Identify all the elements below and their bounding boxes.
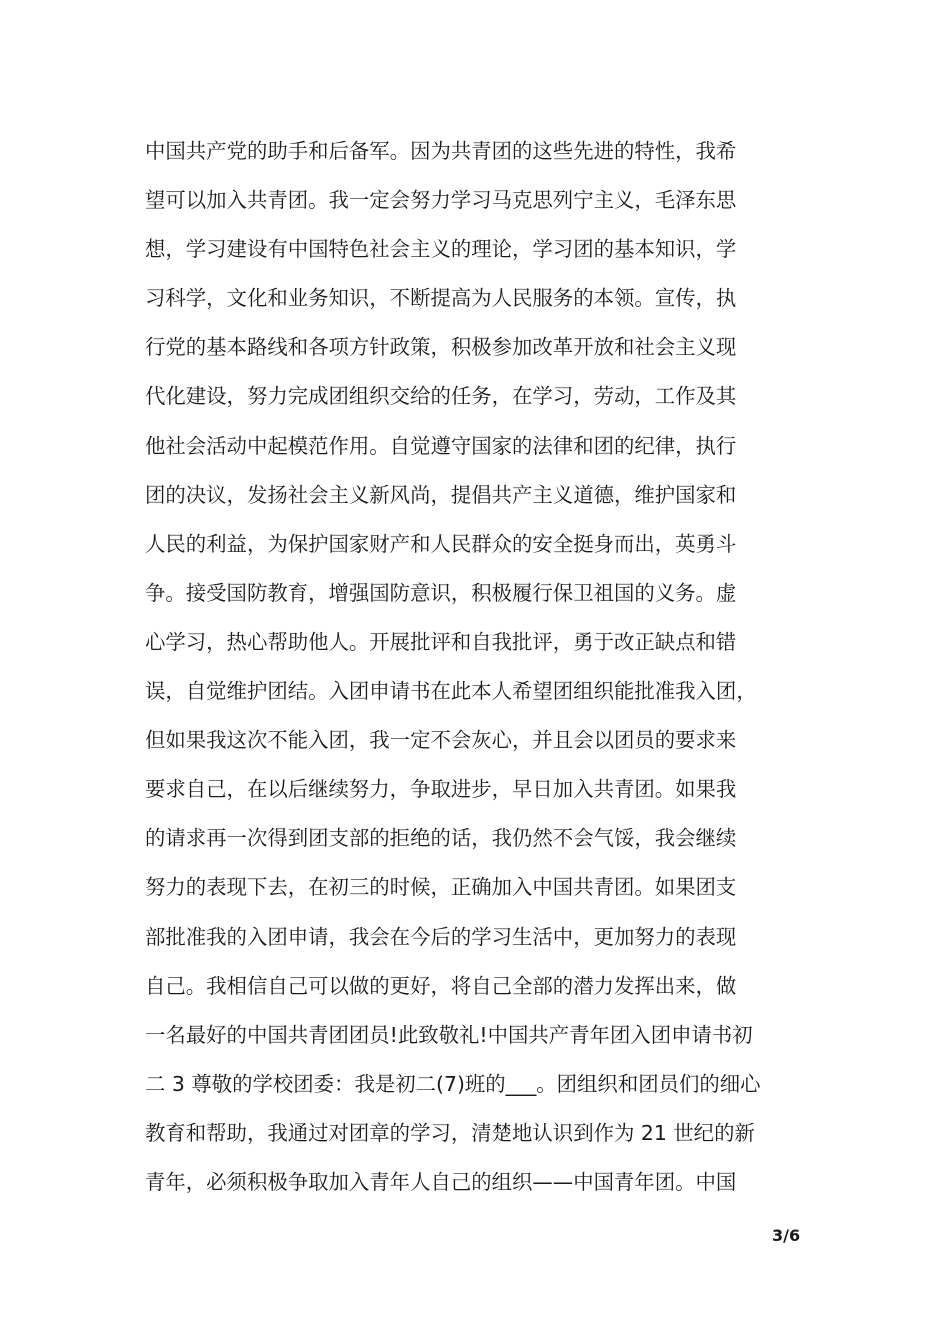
- text-line: 自己。我相信自己可以做的更好，将自己全部的潜力发挥出来，做: [145, 973, 737, 998]
- text-line: 的请求再一次得到团支部的拒绝的话，我仍然不会气馁，我会继续: [145, 826, 737, 851]
- text-line: 青年，必须积极争取加入青年人自己的组织——中国青年团。中国: [145, 1169, 737, 1194]
- text-line: 教育和帮助，我通过对团章的学习，清楚地认识到作为 21 世纪的新: [145, 1120, 755, 1145]
- text-line: 人民的利益，为保护国家财产和人民群众的安全挺身而出，英勇斗: [145, 531, 737, 556]
- text-line: 团的决议，发扬社会主义新风尚，提倡共产主义道德，维护国家和: [145, 482, 737, 507]
- text-line: 但如果我这次不能入团，我一定不会灰心，并且会以团员的要求来: [145, 728, 737, 753]
- text-line: 误，自觉维护团结。入团申请书在此本人希望团组织能批准我入团，: [145, 679, 757, 704]
- text-line: 二 3 尊敬的学校团委：我是初二(7)班的___。团组织和团员们的细心: [145, 1071, 761, 1096]
- text-line: 心学习，热心帮助他人。开展批评和自我批评，勇于改正缺点和错: [145, 629, 737, 654]
- text-line: 望可以加入共青团。我一定会努力学习马克思列宁主义，毛泽东思: [145, 188, 737, 213]
- text-line: 要求自己，在以后继续努力，争取进步，早日加入共青团。如果我: [145, 777, 737, 802]
- text-line: 他社会活动中起模范作用。自觉遵守国家的法律和团的纪律，执行: [145, 433, 737, 458]
- text-line: 部批准我的入团申请，我会在今后的学习生活中，更加努力的表现: [145, 924, 737, 949]
- text-line: 想，学习建设有中国特色社会主义的理论，学习团的基本知识，学: [145, 237, 737, 262]
- text-line: 代化建设，努力完成团组织交给的任务，在学习，劳动，工作及其: [145, 384, 737, 409]
- text-line: 一名最好的中国共青团团员!此致敬礼!中国共产青年团入团申请书初: [145, 1022, 753, 1047]
- text-line: 中国共产党的助手和后备军。因为共青团的这些先进的特性，我希: [145, 139, 737, 163]
- page-number: 3/6: [772, 1226, 801, 1245]
- text-line: 努力的表现下去，在初三的时候，正确加入中国共青团。如果团支: [145, 875, 737, 900]
- text-line: 争。接受国防教育，增强国防意识，积极履行保卫祖国的义务。虚: [145, 580, 737, 605]
- body-text: [145, 127, 815, 1207]
- text-line: 行党的基本路线和各项方针政策，积极参加改革开放和社会主义现: [145, 335, 737, 360]
- text-line: 习科学，文化和业务知识，不断提高为人民服务的本领。宣传，执: [145, 286, 737, 311]
